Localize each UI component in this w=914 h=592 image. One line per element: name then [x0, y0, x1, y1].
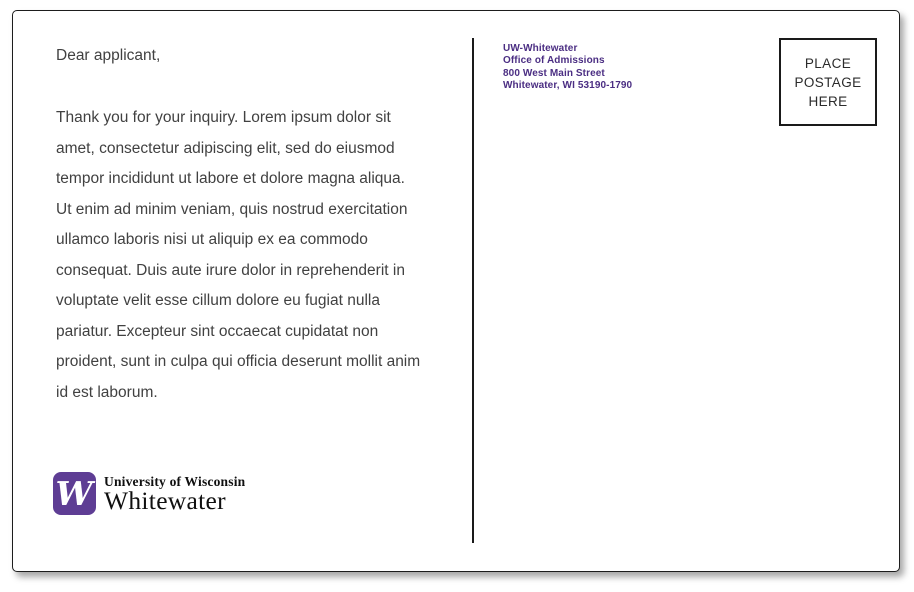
return-address-street: 800 West Main Street — [503, 67, 605, 79]
uww-w-monogram-icon — [53, 472, 96, 515]
postage-box-line: PLACE — [804, 55, 852, 71]
return-address-department: Office of Admissions — [503, 55, 605, 67]
university-logo — [53, 472, 245, 515]
logo-campus-text: Whitewater — [104, 486, 226, 515]
monogram-letter: W — [55, 474, 93, 513]
return-address-name: UW-Whitewater — [503, 43, 578, 54]
salutation-text: Dear applicant, — [56, 47, 161, 64]
postage-box-line: POSTAGE — [794, 74, 862, 90]
logo-wordmark — [104, 472, 245, 514]
postcard — [12, 10, 900, 572]
return-address-city-state-zip: Whitewater, WI 53190-1790 — [503, 80, 633, 92]
logo-institution-text: University of Wisconsin — [104, 474, 246, 489]
return-address-block — [503, 43, 632, 93]
message-body-text: Thank you for your inquiry. Lorem ipsum dolor sit amet, consectetur adipiscing elit, sed do eiusmod tempor incididunt ut labore et dolore magna aliqua. Ut enim ad minim veniam, quis nostrud exercitation ullamco laboris nisi ut aliquip ex ea commodo consequat. Duis aute irure dolor in reprehenderit in voluptate velit esse cillum dolore eu fugiat nulla pariatur. Excepteur sint occaecat cupidatat non proident, sunt in culpa qui officia deserunt mollit anim id est laborum. — [56, 109, 421, 401]
postage-box-line: HERE — [808, 93, 848, 109]
vertical-divider — [472, 38, 474, 543]
postage-box — [779, 38, 877, 126]
